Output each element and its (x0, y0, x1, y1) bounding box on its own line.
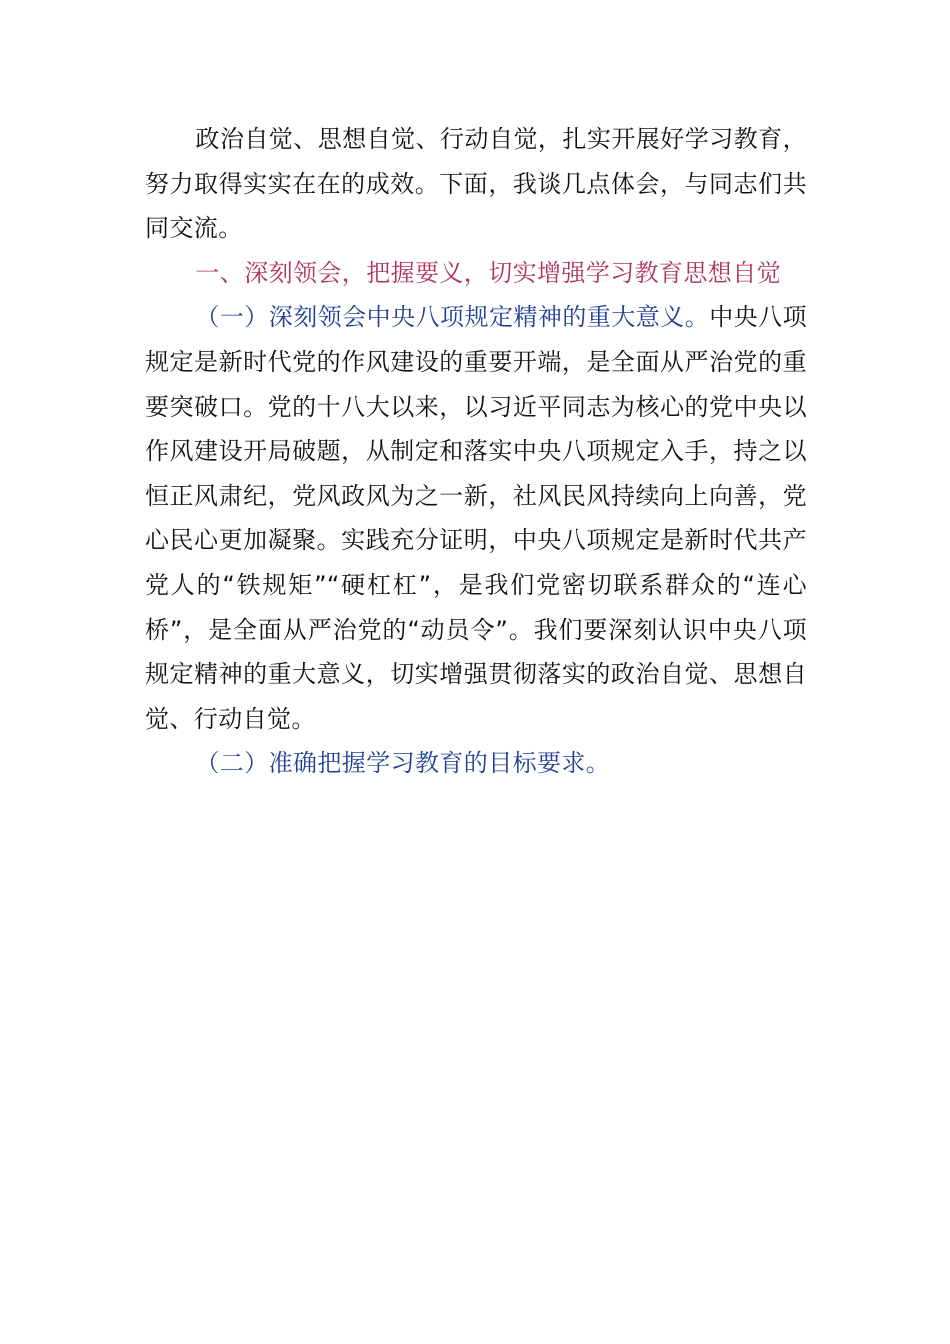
section-2-subtitle: （二）准确把握学习教育的目标要求。 (195, 749, 611, 778)
intro-paragraph: 政治自觉、思想自觉、行动自觉，扎实开展好学习教育，努力取得实实在在的成效。下面，我谈几点体会，与同志们共同交流。 (145, 125, 807, 243)
section-1-paragraph (145, 295, 807, 741)
section-heading-1: 一、深刻领会，把握要义，切实增强学习教育思想自觉 (195, 258, 781, 287)
section-1-subtitle: （一）深刻领会中央八项规定精神的重大意义。 (195, 303, 710, 332)
section-1-body: 中央八项规定是新时代党的作风建设的重要开端，是全面从严治党的重要突破口。党的十八大以来，以习近平同志为核心的党中央以作风建设开局破题，从制定和落实中央八项规定入手，持之以恒正风肃纪，党风政风为之一新，社风民风持续向上向善，党心民心更加凝聚。实践充分证明，中央八项规定是新时代共产党人的“铁规矩”“硬杠杠”，是我们党密切联系群众的“连心桥”，是全面从严治党的“动员令”。我们要深刻认识中央八项规定精神的重大意义，切实增强贯彻落实的政治自觉、思想自觉、行动自觉。 (145, 303, 807, 733)
document-page (145, 117, 807, 786)
section-2-paragraph (145, 741, 807, 786)
